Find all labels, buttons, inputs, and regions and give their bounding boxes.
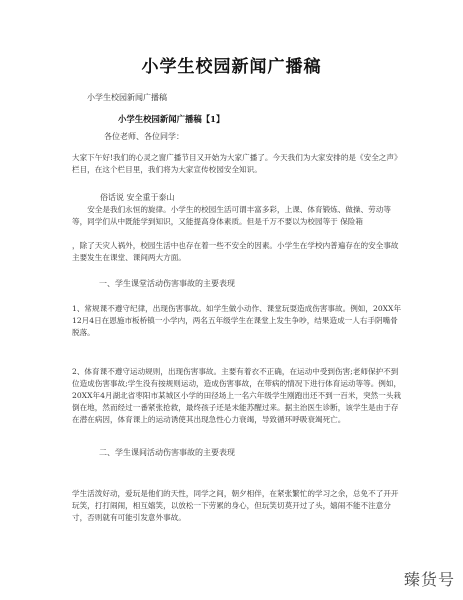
paragraph-classroom-example: 1、常规课不遵守纪律，出现伤害事故。如学生做小动作、课堂玩耍造成伤害事故。例如，20XX年12月4日在恩施市板桥镇一小学内，两名五年级学生在课堂上发生争吵，结果造成一人右手阴嘴骨脱落。 xyxy=(72,304,402,337)
section-classroom-heading: 一、学生课堂活动伤害事故的主要表现 xyxy=(99,279,235,288)
watermark-text: 臻货号 xyxy=(403,570,455,589)
paragraph-proverb: 俗话说 安全重于泰山 xyxy=(100,193,175,202)
page-title: 小学生校园新闻广播稿 xyxy=(141,57,322,77)
document-subtitle: 小学生校园新闻广播稿 xyxy=(87,93,167,102)
paragraph-intro: 大家下午好!我们的心灵之窗广播节目又开始为大家广播了。今天我们为大家安排的是《安全之声》栏目，在这个栏目里，我们将为大家宣传校园安全知识。 xyxy=(72,153,402,174)
paragraph-safety-risks: ，除了天灾人祸外，校园生活中也存在着一些不安全的因素。小学生在学校内普遍存在的安全事故主要发生在课堂、课间两大方面。 xyxy=(72,241,399,262)
section-heading: 小学生校园新闻广播稿【1】 xyxy=(118,114,225,124)
greeting-text: 各位老师、各位同学： xyxy=(104,132,184,141)
section-break-heading: 二、学生课间活动伤害事故的主要表现 xyxy=(99,448,235,457)
paragraph-pe-example: 2、体育课不遵守运动规则，出现伤害事故。主要有着衣不正确，在运动中受到伤害;老师保护不到位造成伤害事故;学生没有按规则运动，造成伤害事故，在带病的情况下进行体育运动等等。例如，20XX年4月湖北省枣阳市某城区小学的田径场上一名六年级学生刚跑出还不到一百米，突然一头栽倒在地，然而经过一番紧张抢救，最终孩子还是未能苏醒过来。据主治医生诊断，该学生是由于存在潜在病因，体育课上的运动诱使其出现急性心力衰竭，导致循环呼吸衰竭死亡。 xyxy=(72,367,402,424)
paragraph-safety-theme: 安全是我们永恒的旋律。小学生的校园生活可谓丰富多彩，上课、体育锻炼、做操、劳动等等，同学们从中既能学到知识，又能提高身体素质。但是千万不要以为校园等于 保险箱 xyxy=(72,205,391,226)
paragraph-break-example: 学生活泼好动，爱玩是他们的天性，同学之间，朝夕相伴，在紧张繁忙的学习之余，总免不了开开玩笑，打打闹闹，相互嬉笑，以放松一下劳累的身心，但玩笑切莫开过了头，嬉闹不能不注意分寸，否则就有可能引发意外事故。 xyxy=(72,489,399,522)
